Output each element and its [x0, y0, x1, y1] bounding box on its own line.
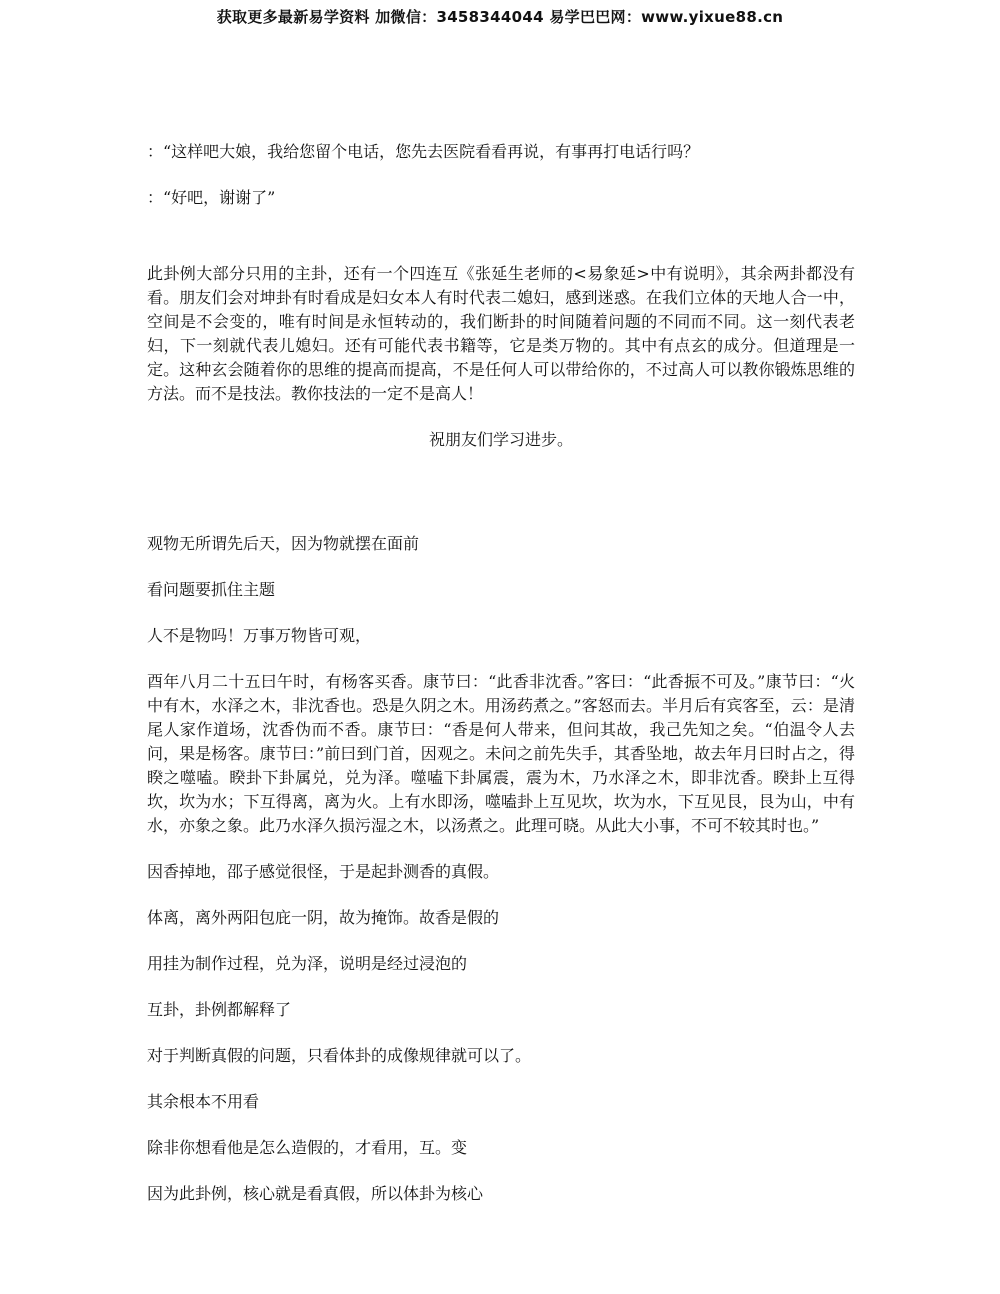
- spacer: [147, 232, 855, 262]
- document-body: [147, 140, 855, 1228]
- text-line: 因香掉地，邵子感觉很怪，于是起卦测香的真假。: [147, 862, 500, 881]
- text-line: 对于判断真假的问题，只看体卦的成像规律就可以了。: [147, 1046, 532, 1065]
- case-story-paragraph: 酉年八月二十五曰午时，有杨客买香。康节曰：“此香非沈香。”客曰：“此香振不可及。”康节曰：“火中有木，水泽之木，非沈香也。恐是久阴之木。用汤药煮之。”客怒而去。半月后有宾客至，云：是清尾人家作道场，沈香伪而不香。康节曰：“香是何人带来，但问其故，我己先知之矣。“伯温令人去问，果是杨客。康节曰：”前曰到门首，因观之。未问之前先失手，其香坠地，故去年月曰时占之，得睽之噬嗑。睽卦下卦属兑，兑为泽。噬嗑下卦属震，震为木，乃水泽之木，即非沈香。睽卦上互得坎，坎为水；下互得离，离为火。上有水即汤，噬嗑卦上互见坎，坎为水，下互见艮，艮为山，中有水，亦象之象。此乃水泽久损污湿之木，以汤煮之。此理可晓。从此大小事，不可不较其时也。”: [147, 672, 855, 835]
- spacer: [147, 474, 855, 532]
- text-line: 看问题要抓住主题: [147, 580, 276, 599]
- dialogue-line-1: ：“这样吧大娘，我给您留个电话，您先去医院看看再说，有事再打电话行吗？: [147, 142, 700, 161]
- closing-wish: 祝朋友们学习进步。: [428, 430, 573, 449]
- text-line: 人不是物吗！万事万物皆可观，: [147, 626, 372, 645]
- text-line: 观物无所谓先后天，因为物就摆在面前: [147, 534, 420, 553]
- watermark-header: 获取更多最新易学资料 加微信：3458344044 易学巴巴网：www.yixue88.cn: [216, 8, 784, 26]
- commentary-paragraph: 此卦例大部分只用的主卦，还有一个四连互《张延生老师的<易象延>中有说明》，其余两卦都没有看。朋友们会对坤卦有时看成是妇女本人有时代表二媳妇，感到迷惑。在我们立体的天地人合一中，空间是不会变的，唯有时间是永恒转动的，我们断卦的时间随着问题的不同而不同。这一刻代表老妇，下一刻就代表儿媳妇。还有可能代表书籍等，它是类万物的。其中有点玄的成分。但道理是一定。这种玄会随着你的思维的提高而提高，不是任何人可以带给你的，不过高人可以教你锻炼思维的方法。而不是技法。教你技法的一定不是高人！: [147, 264, 855, 403]
- text-line: 除非你想看他是怎么造假的，才看用，互。变: [147, 1138, 468, 1157]
- dialogue-line-2: ：“好吧，谢谢了”: [147, 188, 276, 207]
- text-line: 其余根本不用看: [147, 1092, 260, 1111]
- text-line: 互卦，卦例都解释了: [147, 1000, 292, 1019]
- text-line: 体离，离外两阳包庇一阴，故为掩饰。故香是假的: [147, 908, 500, 927]
- text-line: 因为此卦例，核心就是看真假，所以体卦为核心: [147, 1184, 484, 1203]
- text-line: 用挂为制作过程，兑为泽，说明是经过浸泡的: [147, 954, 468, 973]
